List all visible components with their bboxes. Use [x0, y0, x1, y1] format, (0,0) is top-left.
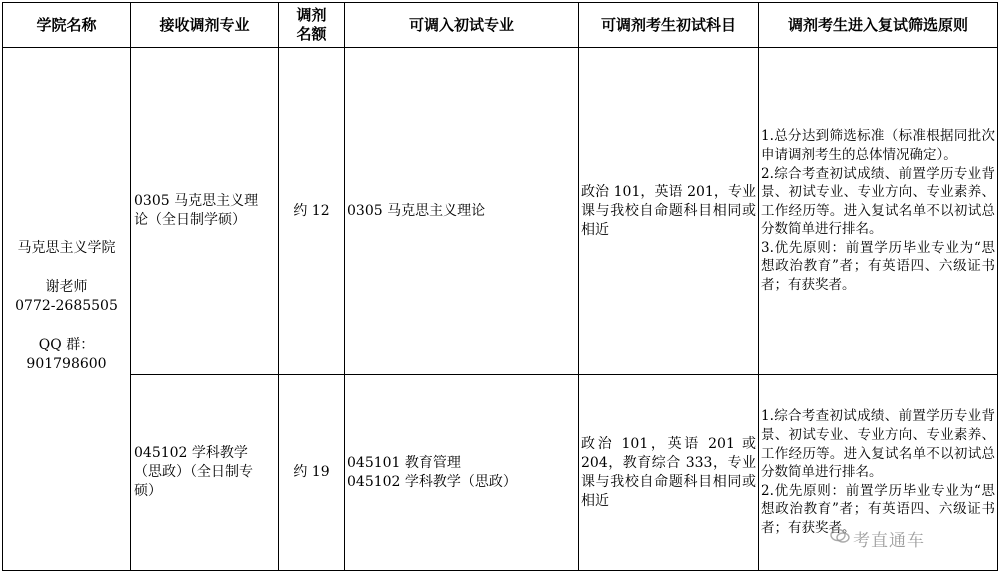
rule-item: 1.总分达到筛选标准（标准根据同批次申请调剂考生的总体情况确定）。 — [761, 128, 995, 163]
adjustment-table — [2, 2, 998, 571]
header-subjects: 可调剂考生初试科目 — [579, 3, 759, 48]
screening-rules-cell — [759, 48, 998, 375]
adjustable-major-item: 045102 学科教学（思政） — [347, 473, 517, 490]
exam-subjects-cell: 政治 101，英语 201 或 204，教育综合 333，专业课与我校自命题科目相同或相近 — [579, 375, 759, 571]
header-adjustable: 可调入初试专业 — [345, 3, 579, 48]
watermark: 考直通车 — [853, 531, 925, 551]
exam-subjects-cell: 政治 101，英语 201，专业课与我校自命题科目相同或相近 — [579, 48, 759, 375]
college-name: 马克思主义学院 — [17, 239, 116, 256]
header-college: 学院名称 — [3, 3, 131, 48]
rule-item: 1.综合考查初试成绩、前置学历专业背景、初试专业、专业方向、专业素养、工作经历等。进入复试名单不以初试总分数简单进行排名。 — [761, 408, 995, 481]
adjustable-major-cell — [345, 375, 579, 571]
header-rules: 调剂考生进入复试筛选原则 — [759, 3, 998, 48]
chat-bubble-icon — [830, 528, 850, 544]
adjustable-major-item: 045101 教育管理 — [347, 454, 461, 471]
college-cell — [3, 48, 131, 571]
rule-item: 2.综合考查初试成绩、前置学历专业背景、初试专业、专业方向、专业素养、工作经历等。进入复试名单不以初试总分数简单进行排名。 — [761, 165, 995, 238]
major-cell: 0305 马克思主义理论（全日制学硕） — [131, 48, 279, 375]
qq-label: QQ 群： — [38, 336, 95, 353]
qq-number: 901798600 — [26, 355, 107, 372]
rule-item: 3.优先原则：前置学历毕业专业为“思想政治教育”者；有英语四、六级证书者；有获奖者。 — [761, 239, 995, 294]
major-cell: 045102 学科教学（思政）（全日制专硕） — [131, 375, 279, 571]
contact-phone: 0772-2685505 — [15, 297, 118, 314]
adjustable-major-cell: 0305 马克思主义理论 — [345, 48, 579, 375]
header-row — [3, 3, 998, 48]
rule-item: 2.优先原则：前置学历毕业专业为“思想政治教育”者；有英语四、六级证书者；有获奖者。 — [761, 482, 995, 536]
quota-cell: 约 19 — [279, 375, 345, 571]
contact-name: 谢老师 — [45, 278, 88, 295]
quota-cell: 约 12 — [279, 48, 345, 375]
table-row — [3, 48, 998, 375]
header-quota: 调剂名额 — [279, 3, 345, 48]
header-major: 接收调剂专业 — [131, 3, 279, 48]
